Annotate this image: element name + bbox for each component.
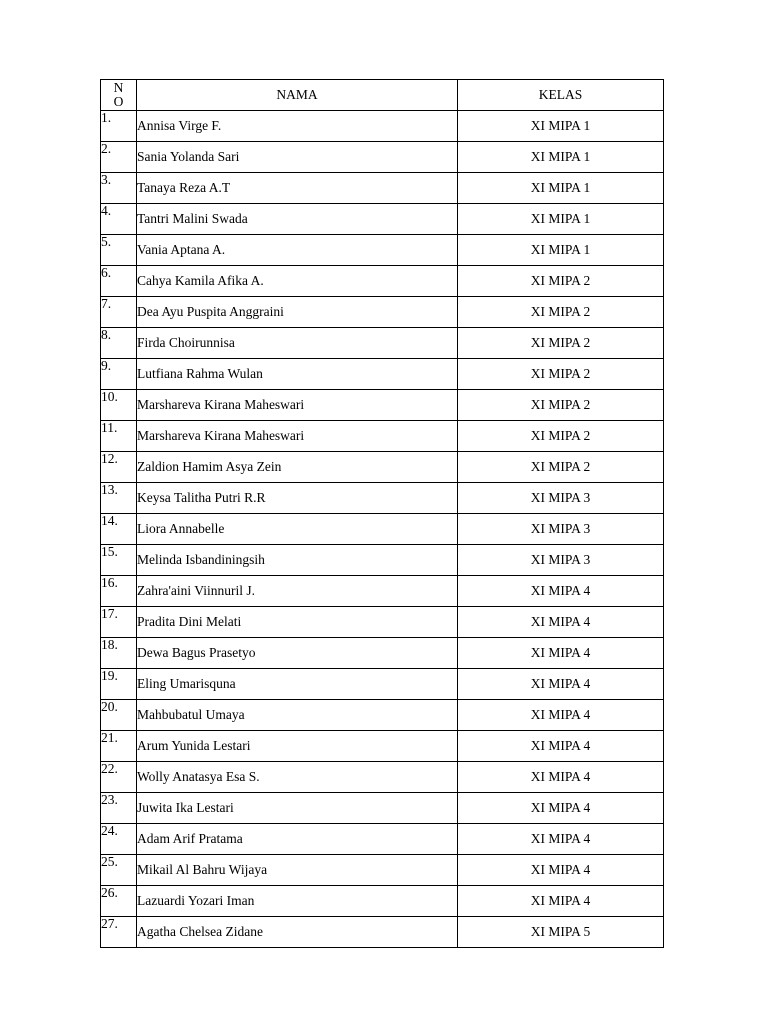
row-number: 23.: [101, 793, 137, 824]
row-number: 22.: [101, 762, 137, 793]
student-name: Lazuardi Yozari Iman: [137, 886, 458, 917]
student-class: XI MIPA 1: [458, 173, 664, 204]
student-class: XI MIPA 4: [458, 700, 664, 731]
student-name: Wolly Anatasya Esa S.: [137, 762, 458, 793]
student-class: XI MIPA 2: [458, 421, 664, 452]
student-class: XI MIPA 4: [458, 576, 664, 607]
table-row: [101, 452, 664, 483]
student-name: Firda Choirunnisa: [137, 328, 458, 359]
student-name: Keysa Talitha Putri R.R: [137, 483, 458, 514]
row-number: 25.: [101, 855, 137, 886]
row-number: 13.: [101, 483, 137, 514]
student-name: Mikail Al Bahru Wijaya: [137, 855, 458, 886]
student-class: XI MIPA 1: [458, 142, 664, 173]
table-body: [101, 111, 664, 948]
table-row: [101, 855, 664, 886]
row-number: 2.: [101, 142, 137, 173]
table-row: [101, 328, 664, 359]
row-number: 15.: [101, 545, 137, 576]
row-number: 4.: [101, 204, 137, 235]
student-class: XI MIPA 4: [458, 607, 664, 638]
table-row: [101, 359, 664, 390]
table-row: [101, 607, 664, 638]
student-name: Adam Arif Pratama: [137, 824, 458, 855]
table-row: [101, 142, 664, 173]
row-number: 18.: [101, 638, 137, 669]
table-row: [101, 111, 664, 142]
row-number: 21.: [101, 731, 137, 762]
student-class: XI MIPA 4: [458, 638, 664, 669]
student-name: Lutfiana Rahma Wulan: [137, 359, 458, 390]
row-number: 9.: [101, 359, 137, 390]
student-name: Arum Yunida Lestari: [137, 731, 458, 762]
student-class: XI MIPA 1: [458, 204, 664, 235]
header-nama: NAMA: [137, 80, 458, 111]
row-number: 19.: [101, 669, 137, 700]
table-header-row: [101, 80, 664, 111]
table-row: [101, 824, 664, 855]
table-row: [101, 297, 664, 328]
student-name: Cahya Kamila Afika A.: [137, 266, 458, 297]
table-row: [101, 173, 664, 204]
student-class: XI MIPA 1: [458, 111, 664, 142]
student-name: Mahbubatul Umaya: [137, 700, 458, 731]
student-class: XI MIPA 4: [458, 793, 664, 824]
student-class: XI MIPA 2: [458, 390, 664, 421]
table-row: [101, 576, 664, 607]
student-name: Sania Yolanda Sari: [137, 142, 458, 173]
student-name: Tanaya Reza A.T: [137, 173, 458, 204]
student-name: Agatha Chelsea Zidane: [137, 917, 458, 948]
row-number: 6.: [101, 266, 137, 297]
table-row: [101, 762, 664, 793]
row-number: 20.: [101, 700, 137, 731]
row-number: 16.: [101, 576, 137, 607]
student-name: Zaldion Hamim Asya Zein: [137, 452, 458, 483]
table-row: [101, 421, 664, 452]
row-number: 8.: [101, 328, 137, 359]
row-number: 17.: [101, 607, 137, 638]
student-name: Juwita Ika Lestari: [137, 793, 458, 824]
table-row: [101, 545, 664, 576]
table-row: [101, 886, 664, 917]
student-name: Dewa Bagus Prasetyo: [137, 638, 458, 669]
student-name: Marshareva Kirana Maheswari: [137, 421, 458, 452]
student-class: XI MIPA 4: [458, 731, 664, 762]
student-name: Marshareva Kirana Maheswari: [137, 390, 458, 421]
header-no-line1: N: [113, 80, 124, 95]
student-name: Liora Annabelle: [137, 514, 458, 545]
row-number: 14.: [101, 514, 137, 545]
student-class: XI MIPA 3: [458, 483, 664, 514]
student-class: XI MIPA 2: [458, 452, 664, 483]
row-number: 3.: [101, 173, 137, 204]
header-kelas: KELAS: [458, 80, 664, 111]
row-number: 12.: [101, 452, 137, 483]
student-name: Pradita Dini Melati: [137, 607, 458, 638]
table-row: [101, 731, 664, 762]
row-number: 1.: [101, 111, 137, 142]
student-class: XI MIPA 1: [458, 235, 664, 266]
table-row: [101, 266, 664, 297]
table-row: [101, 669, 664, 700]
row-number: 7.: [101, 297, 137, 328]
student-class: XI MIPA 2: [458, 297, 664, 328]
student-class: XI MIPA 3: [458, 545, 664, 576]
student-class: XI MIPA 3: [458, 514, 664, 545]
student-class: XI MIPA 4: [458, 762, 664, 793]
student-name: Eling Umarisquna: [137, 669, 458, 700]
student-class: XI MIPA 4: [458, 886, 664, 917]
row-number: 24.: [101, 824, 137, 855]
row-number: 11.: [101, 421, 137, 452]
student-class: XI MIPA 2: [458, 266, 664, 297]
student-name: Zahra'aini Viinnuril J.: [137, 576, 458, 607]
student-table: [100, 79, 664, 948]
row-number: 5.: [101, 235, 137, 266]
table-row: [101, 917, 664, 948]
student-name: Melinda Isbandiningsih: [137, 545, 458, 576]
row-number: 26.: [101, 886, 137, 917]
header-no-line2: O: [113, 94, 124, 109]
table-row: [101, 235, 664, 266]
row-number: 27.: [101, 917, 137, 948]
table-row: [101, 700, 664, 731]
student-class: XI MIPA 2: [458, 359, 664, 390]
student-name: Tantri Malini Swada: [137, 204, 458, 235]
student-name: Dea Ayu Puspita Anggraini: [137, 297, 458, 328]
student-name: Annisa Virge F.: [137, 111, 458, 142]
table-row: [101, 638, 664, 669]
table-row: [101, 793, 664, 824]
student-name: Vania Aptana A.: [137, 235, 458, 266]
table-row: [101, 514, 664, 545]
student-class: XI MIPA 4: [458, 824, 664, 855]
row-number: 10.: [101, 390, 137, 421]
table-row: [101, 483, 664, 514]
student-class: XI MIPA 4: [458, 855, 664, 886]
table-row: [101, 204, 664, 235]
student-class: XI MIPA 4: [458, 669, 664, 700]
table-row: [101, 390, 664, 421]
student-class: XI MIPA 5: [458, 917, 664, 948]
student-class: XI MIPA 2: [458, 328, 664, 359]
header-no: [101, 80, 137, 111]
